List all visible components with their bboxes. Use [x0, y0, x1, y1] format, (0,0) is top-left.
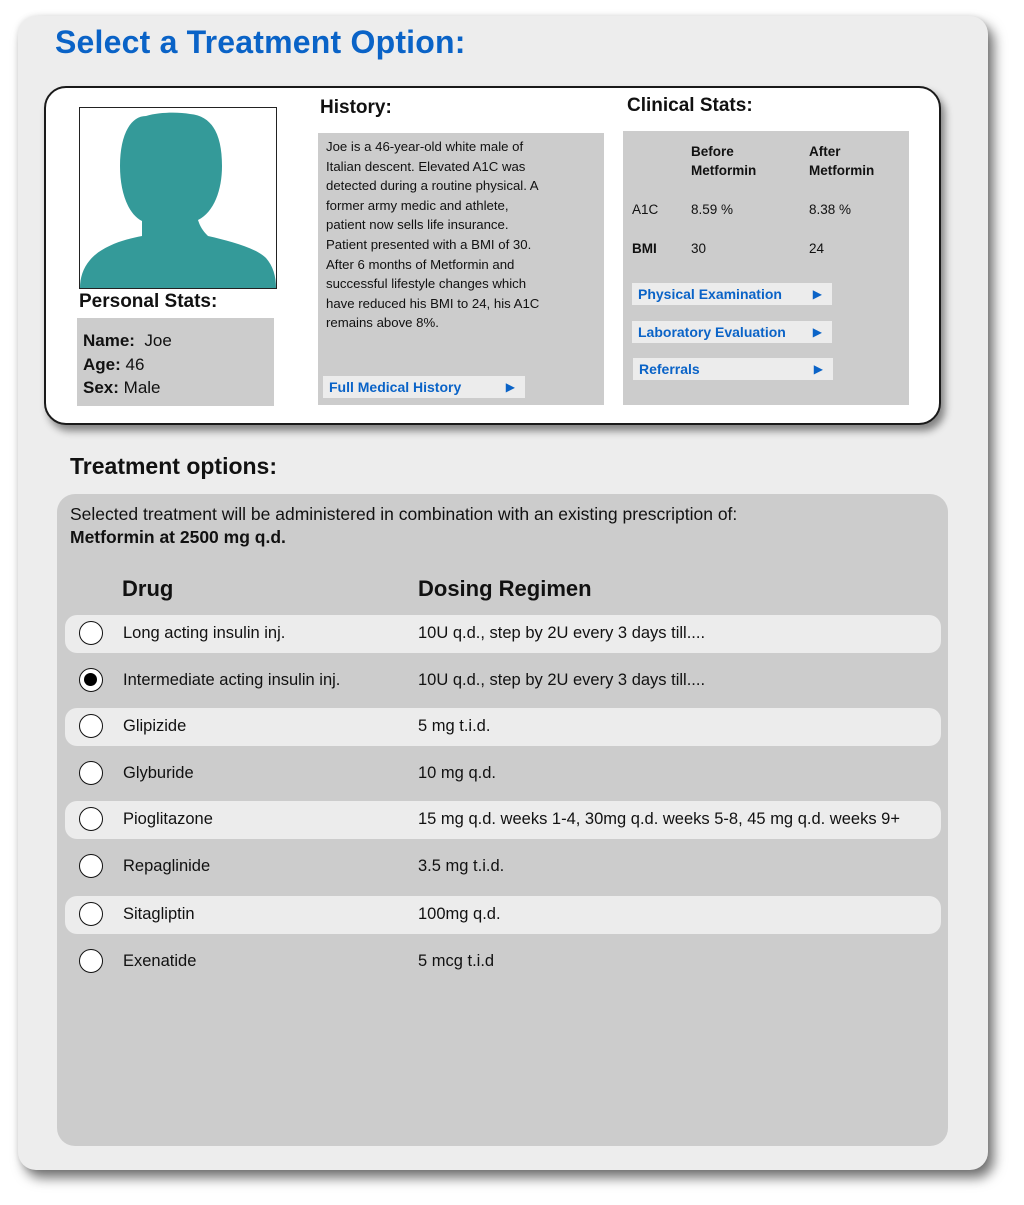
treatment-option-row[interactable] — [65, 615, 941, 653]
treatment-options-heading: Treatment options: — [70, 453, 278, 479]
drug-name: Pioglitazone — [123, 810, 213, 828]
a1c-after: 8.38 % — [809, 202, 852, 217]
dosing-regimen: 5 mg t.i.d. — [418, 717, 491, 735]
drug-column-header: Drug — [122, 576, 174, 601]
treatment-option-row[interactable] — [65, 848, 941, 886]
sex-row: Sex: Male — [83, 378, 161, 397]
a1c-before: 8.59 % — [691, 202, 734, 217]
dosing-column-header: Dosing Regimen — [418, 576, 592, 601]
radio-button[interactable] — [79, 621, 103, 645]
physical-examination-link[interactable]: Physical Examination ▶ — [632, 283, 832, 305]
personal-stats-box — [77, 318, 274, 406]
drug-name: Repaglinide — [123, 857, 211, 875]
arrow-right-icon: ▶ — [812, 325, 822, 339]
col-after-header: After Metformin — [809, 144, 875, 178]
radio-button[interactable] — [79, 761, 103, 785]
drug-name: Exenatide — [123, 952, 197, 970]
history-heading: History: — [320, 97, 392, 118]
dosing-regimen: 15 mg q.d. weeks 1-4, 30mg q.d. weeks 5-8, 45 mg q.d. weeks 9+ — [418, 810, 900, 828]
page-title: Select a Treatment Option: — [55, 24, 466, 60]
radio-button[interactable] — [79, 807, 103, 831]
arrow-right-icon: ▶ — [813, 362, 823, 376]
dosing-regimen: 10U q.d., step by 2U every 3 days till.... — [418, 624, 706, 642]
history-text: Joe is a 46-year-old white male of Italian descent. Elevated A1C was detected during a routine physical. A former army medic and athlete, patient now sells life insurance. Patient presented with a BMI of 30. After 6 months of Metformin and successful lifestyle changes which have reduced his BMI to 24, his A1C remains above 8%. — [326, 139, 540, 331]
personal-stats-heading: Personal Stats: — [79, 291, 218, 312]
name-row: Name: Joe — [83, 331, 172, 350]
person-silhouette-icon — [80, 108, 276, 288]
treatment-option-row[interactable] — [65, 755, 941, 793]
radio-button[interactable] — [79, 854, 103, 878]
arrow-right-icon: ▶ — [505, 380, 515, 394]
dosing-regimen: 3.5 mg t.i.d. — [418, 857, 505, 875]
age-row: Age: 46 — [83, 354, 145, 374]
clinical-stats-heading: Clinical Stats: — [627, 95, 753, 116]
drug-name: Glipizide — [123, 717, 187, 735]
col-before-header: Before Metformin — [691, 144, 757, 178]
radio-button[interactable] — [79, 714, 103, 738]
radio-button-selected[interactable] — [79, 668, 103, 692]
bmi-after: 24 — [809, 241, 825, 256]
arrow-right-icon: ▶ — [812, 287, 822, 301]
dosing-regimen: 10 mg q.d. — [418, 764, 496, 782]
treatment-option-row[interactable] — [65, 943, 941, 981]
sex-value: Male — [123, 378, 161, 397]
name-value: Joe — [144, 331, 172, 350]
treatment-option-row[interactable] — [65, 708, 941, 746]
history-box — [318, 133, 604, 405]
treatment-option-row[interactable] — [65, 662, 941, 700]
age-value: 46 — [125, 354, 145, 374]
bmi-before: 30 — [691, 241, 707, 256]
patient-photo — [79, 107, 277, 289]
existing-prescription: Metformin at 2500 mg q.d. — [70, 527, 286, 547]
laboratory-evaluation-link[interactable]: Laboratory Evaluation ▶ — [632, 321, 832, 343]
dosing-regimen: 10U q.d., step by 2U every 3 days till.... — [418, 671, 706, 689]
prescription-note: Selected treatment will be administered in combination with an existing prescription of: Metformin at 2500 mg q.d. — [70, 504, 738, 547]
radio-button[interactable] — [79, 949, 103, 973]
bmi-label: BMI — [632, 241, 657, 256]
radio-selected-dot-icon — [84, 673, 97, 686]
full-medical-history-link[interactable]: Full Medical History ▶ — [323, 376, 525, 398]
referrals-link[interactable]: Referrals ▶ — [633, 358, 833, 380]
treatment-option-row[interactable] — [65, 801, 941, 839]
a1c-label: A1C — [632, 202, 659, 217]
drug-name: Long acting insulin inj. — [123, 624, 286, 642]
radio-button[interactable] — [79, 902, 103, 926]
dosing-regimen: 100mg q.d. — [418, 905, 501, 923]
treatment-option-row[interactable] — [65, 896, 941, 934]
dosing-regimen: 5 mcg t.i.d — [418, 952, 495, 970]
drug-name: Intermediate acting insulin inj. — [123, 671, 341, 689]
drug-name: Glyburide — [123, 764, 194, 782]
drug-name: Sitagliptin — [123, 905, 195, 923]
